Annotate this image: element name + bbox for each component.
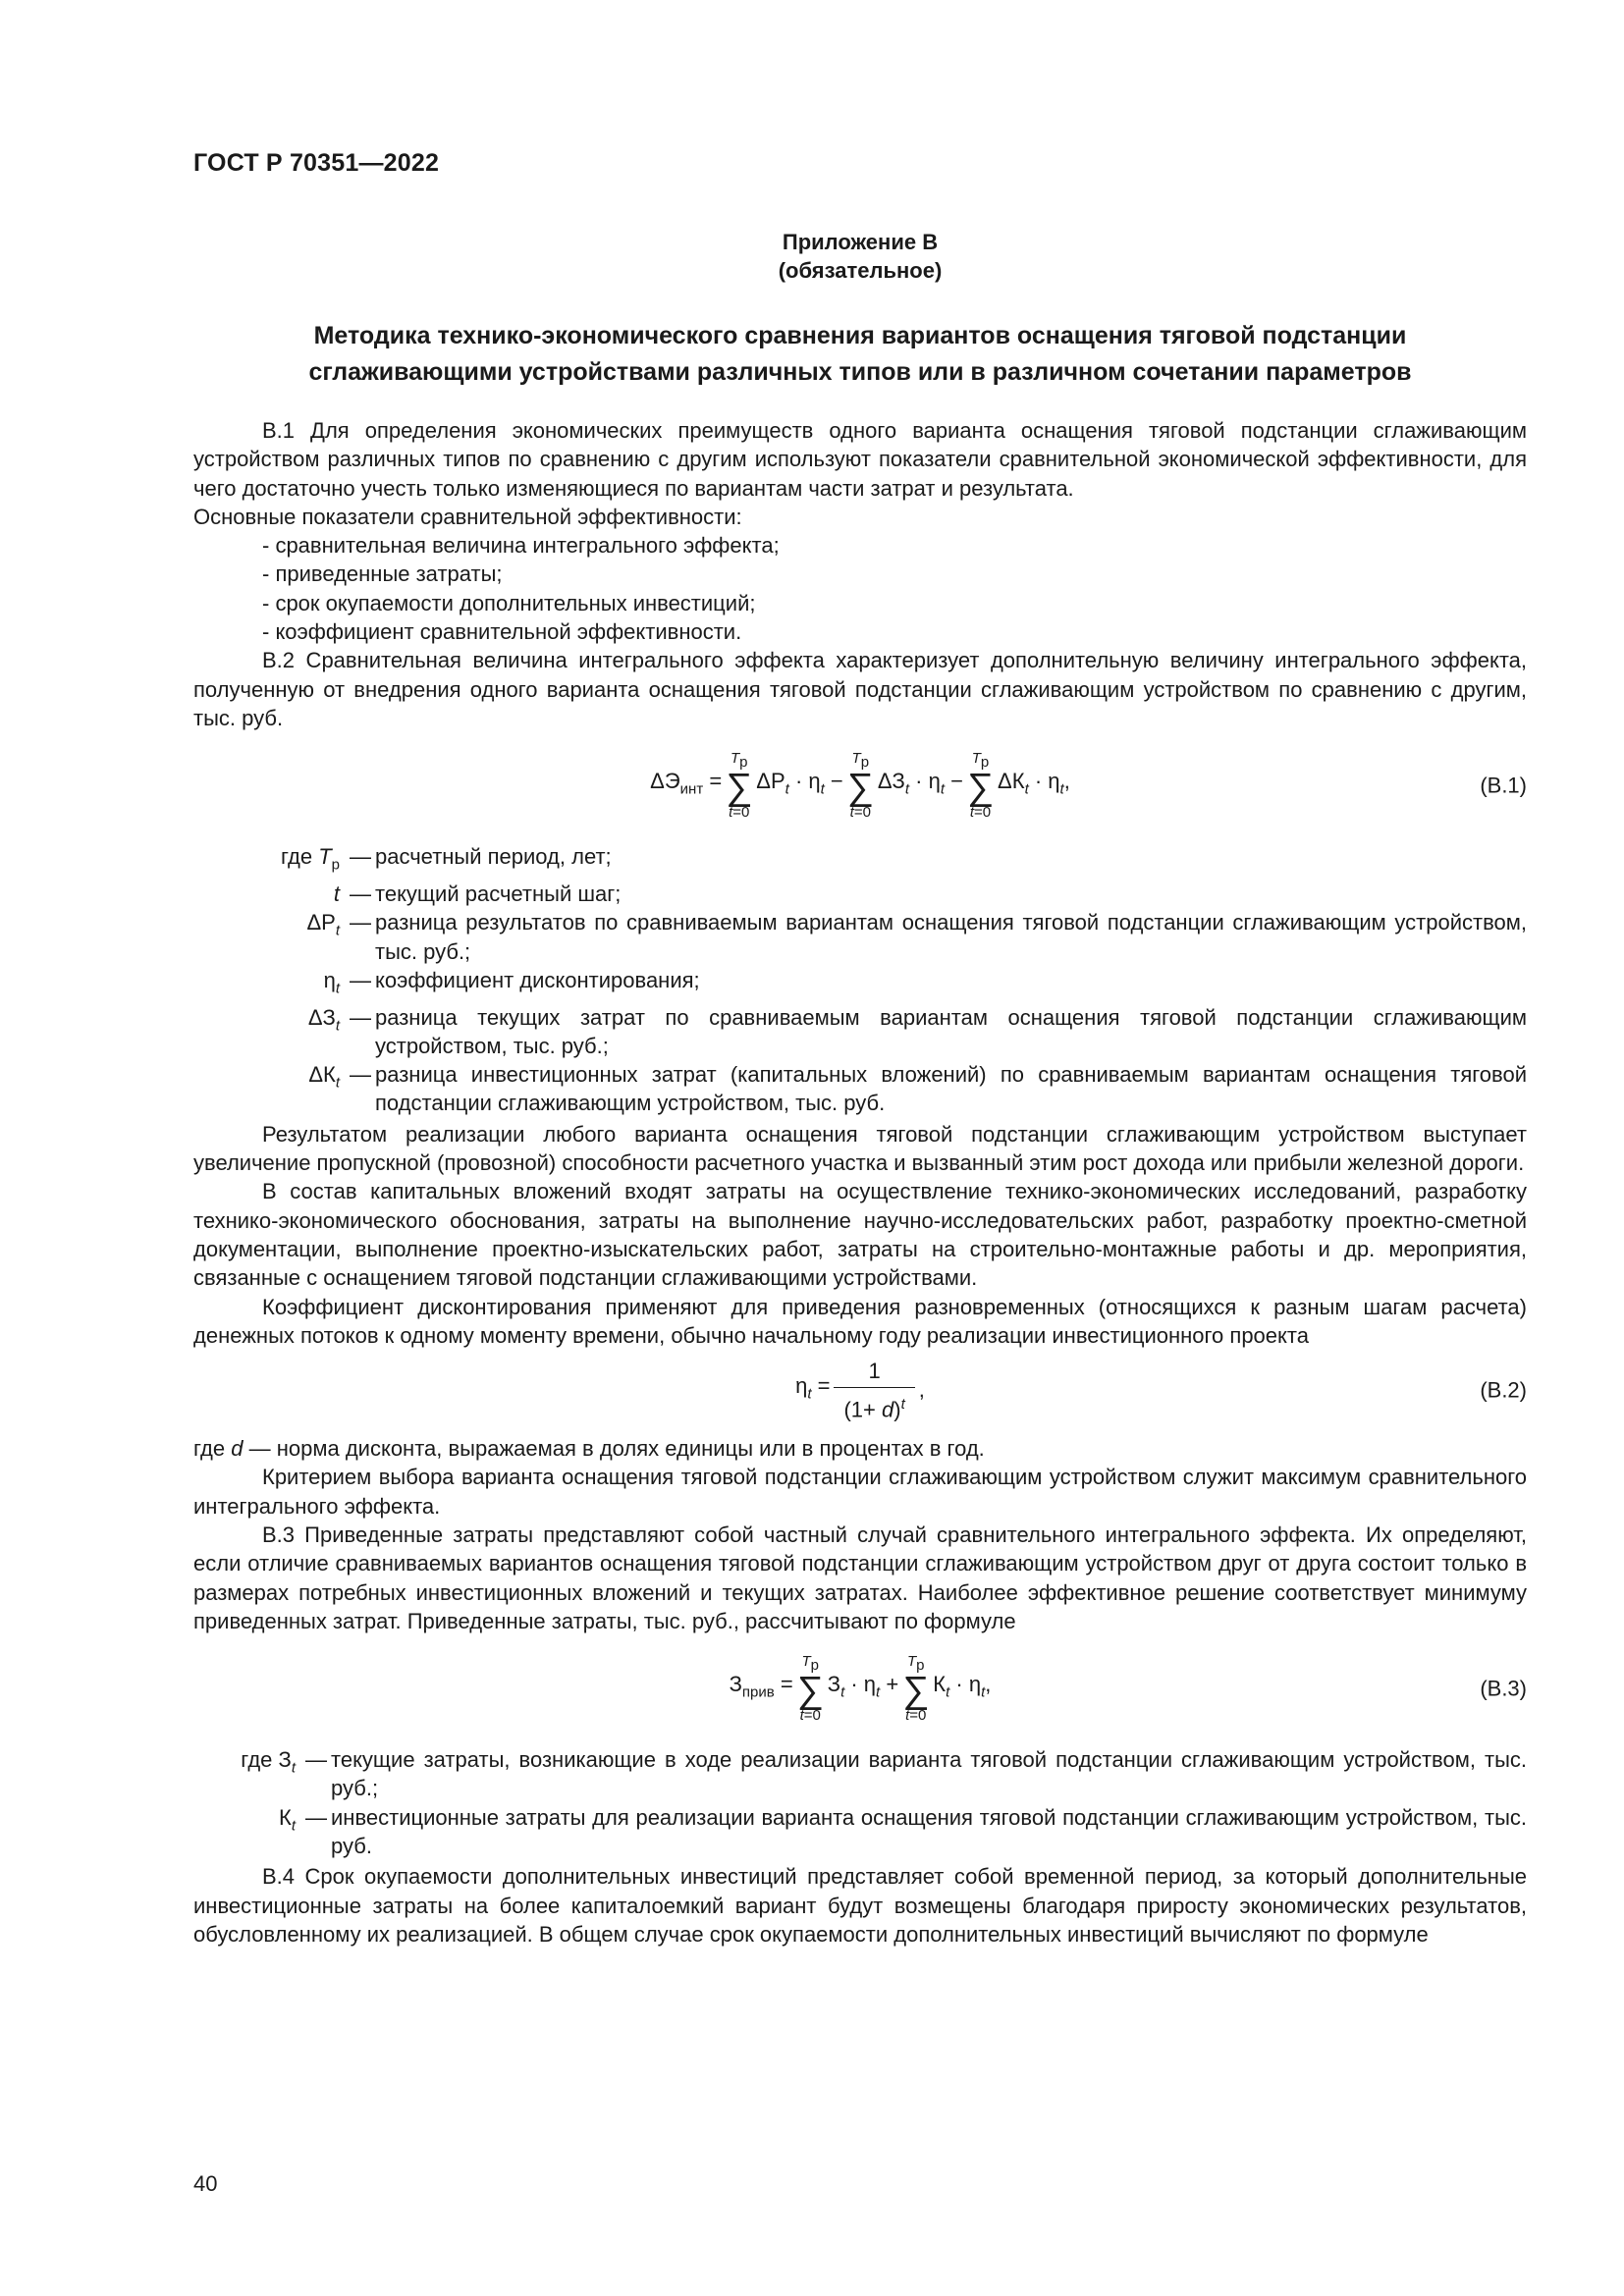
formula-b2-numerator: 1 bbox=[868, 1358, 881, 1383]
definition-symbol: $\Delta З_t$ bbox=[307, 1004, 340, 1034]
definitions-b1 bbox=[193, 842, 1527, 1117]
list-item: - приведенные затраты; bbox=[262, 561, 503, 587]
formula-b3-expression: $З_{прив}$ = $T_р$ ∑ t=0 $З_t \cdot \eta_t$ + $T_р$ ∑ t=0 $К_t \cdot \eta_t$, bbox=[729, 1653, 992, 1725]
definition-symbol: $\Delta Р_t$ bbox=[306, 910, 340, 939]
definitions-b3 bbox=[193, 1745, 1527, 1860]
formula-b1 bbox=[193, 736, 1527, 834]
formula-b1-number: (В.1) bbox=[1480, 773, 1527, 798]
definition-row: t — текущий расчетный шаг; bbox=[193, 880, 1527, 908]
definition-text: расчетный период, лет; bbox=[375, 844, 612, 870]
paragraph-discount: Коэффициент дисконтирования применяют для приведения разновременных (относящихся к разным шагам расчета) денежных потоков к одному моменту времени, обычно начальному году реализации инвестиционного проекта bbox=[193, 1294, 1527, 1348]
paragraph-b2: В.2 Сравнительная величина интегрального эффекта характеризует дополнительную величину интегрального эффекта, полученную от внедрения одного варианта оснащения тяговой подстанции сглаживающим устройством по сравнению с другим, тыс. руб. bbox=[193, 648, 1527, 730]
appendix-title: Приложение В bbox=[782, 230, 939, 254]
paragraph-criterion: Критерием выбора варианта оснащения тяговой подстанции сглаживающим устройством служит максимум сравнительного интегрального эффекта. bbox=[193, 1465, 1527, 1519]
definition-text: инвестиционные затраты для реализации варианта оснащения тяговой подстанции сглаживающим устройством, тыс. руб. bbox=[331, 1804, 1527, 1859]
formula-b2 bbox=[193, 1354, 1527, 1426]
definition-symbol: где $T_р$ bbox=[280, 844, 340, 874]
definition-row: где $T_р$ — расчетный период, лет; bbox=[193, 842, 1527, 880]
paragraph-b1: В.1 Для определения экономических преимуществ одного варианта оснащения тяговой подстанции сглаживающим устройством различных типов по сравнению с другим используют показатели сравнительной экономической эффективности, для чего достаточно учесть только изменяющиеся по вариантам части затрат и результата. bbox=[193, 418, 1527, 501]
definition-symbol: $К_t$ bbox=[279, 1804, 296, 1835]
appendix-heading bbox=[193, 228, 1527, 285]
list-item: - коэффициент сравнительной эффективности. bbox=[262, 619, 742, 645]
definition-row: $\Delta К_t$ — разница инвестиционных затрат (капитальных вложений) по сравниваемым вариантам оснащения тяговой подстанции сглаживающим устройством, тыс. руб. bbox=[193, 1060, 1527, 1118]
definition-row: $К_t$ — инвестиционные затраты для реализации варианта оснащения тяговой подстанции сглаживающим устройством, тыс. руб. bbox=[193, 1803, 1527, 1861]
definition-text: разница результатов по сравниваемым вариантам оснащения тяговой подстанции сглаживающим устройством, тыс. руб.; bbox=[375, 910, 1527, 964]
appendix-status: (обязательное) bbox=[778, 258, 943, 283]
definition-symbol: t bbox=[333, 881, 340, 906]
paragraph-b3: В.3 Приведенные затраты представляют собой частный случай сравнительного интегрального эффекта. Их определяют, если отличие сравниваемых вариантов оснащения тяговой подстанции сглаживающим устройством друг от друга состоит только в размерах потребных инвестиционных вложений и текущих затратах. Наиболее эффективное решение соответствует минимуму приведенных затрат. Приведенные затраты, тыс. руб., рассчитывают по формуле bbox=[193, 1522, 1527, 1633]
definition-text: текущие затраты, возникающие в ходе реализации варианта тяговой подстанции сглаживающим устройством, тыс. руб.; bbox=[331, 1747, 1527, 1801]
definition-text: разница текущих затрат по сравниваемым вариантам оснащения тяговой подстанции сглаживающим устройством, тыс. руб.; bbox=[375, 1004, 1527, 1058]
definition-row: где $З_t$ — текущие затраты, возникающие в ходе реализации варианта тяговой подстанции сглаживающим устройством, тыс. руб.; bbox=[193, 1745, 1527, 1803]
definition-symbol: где $З_t$ bbox=[241, 1747, 296, 1777]
definition-row: $\Delta З_t$ — разница текущих затрат по сравниваемым вариантам оснащения тяговой подстанции сглаживающим устройством, тыс. руб.; bbox=[193, 1003, 1527, 1061]
formula-b1-expression: $\Delta Э_{инт}$ = $T_р$ ∑ t=0 $\Delta Р_t \cdot \eta_t$ − $T_р$ ∑ t=0 $\Delta З_t \cdot \eta_t$ − $T_р$ ∑ t=0 $\Delta К_t \cdot \eta_t$, bbox=[650, 750, 1070, 822]
definition-symbol: $\eta_t$ bbox=[323, 967, 340, 997]
definition-text: коэффициент дисконтирования; bbox=[375, 967, 700, 992]
document-code: ГОСТ Р 70351—2022 bbox=[193, 149, 440, 177]
definition-symbol: $\Delta К_t$ bbox=[308, 1062, 340, 1092]
definition-text: разница инвестиционных затрат (капитальных вложений) по сравниваемым вариантам оснащения тяговой подстанции сглаживающим устройством, тыс. руб. bbox=[375, 1062, 1527, 1116]
list-item: - срок окупаемости дополнительных инвестиций; bbox=[262, 590, 756, 615]
formula-b2-expression: $\eta_t$ = $\frac{1}{(1+ d)^t}$ , bbox=[193, 1354, 1527, 1426]
document-title-line-1: Методика технико-экономического сравнения вариантов оснащения тяговой подстанции bbox=[313, 322, 1407, 349]
formula-b2-number: (В.2) bbox=[1480, 1377, 1527, 1403]
definition-row: $\eta_t$ — коэффициент дисконтирования; bbox=[193, 966, 1527, 1003]
formula-b3-number: (В.3) bbox=[1480, 1676, 1527, 1701]
formula-b3 bbox=[193, 1639, 1527, 1737]
discount-rate-definition: где d — норма дисконта, выражаемая в долях единицы или в процентах в год. bbox=[193, 1436, 985, 1462]
document-title bbox=[193, 318, 1527, 391]
definition-row: $\Delta Р_t$ — разница результатов по сравниваемым вариантам оснащения тяговой подстанции сглаживающим устройством, тыс. руб.; bbox=[193, 908, 1527, 966]
paragraph-result: Результатом реализации любого варианта оснащения тяговой подстанции сглаживающим устройством выступает увеличение пропускной (провозной) способности расчетного участка и вызванный этим рост дохода или прибыли железной дороги. bbox=[193, 1121, 1527, 1176]
paragraph-capital: В состав капитальных вложений входят затраты на осуществление технико-экономических исследований, разработку технико-экономического обоснования, затраты на выполнение научно-исследовательских работ, разработку проектно-сметной документации, выполнение проектно-изыскательских работ, затраты на строительно-монтажные работы и др. мероприятия, связанные с оснащением тяговой подстанции сглаживающими устройствами. bbox=[193, 1179, 1527, 1291]
document-title-line-2: сглаживающими устройствами различных типов или в различном сочетании параметров bbox=[308, 358, 1412, 386]
document-body bbox=[193, 416, 1527, 1949]
page-number: 40 bbox=[193, 2171, 218, 2196]
definition-text: текущий расчетный шаг; bbox=[375, 881, 622, 906]
indicators-intro: Основные показатели сравнительной эффективности: bbox=[193, 504, 742, 529]
list-item: - сравнительная величина интегрального эффекта; bbox=[262, 533, 780, 559]
paragraph-b4: В.4 Срок окупаемости дополнительных инвестиций представляет собой временной период, за который дополнительные инвестиционные затраты на более капиталоемкий вариант будут возмещены благодаря приросту экономических результатов, обусловленному их реализацией. В общем случае срок окупаемости дополнительных инвестиций вычисляют по формуле bbox=[193, 1864, 1527, 1947]
